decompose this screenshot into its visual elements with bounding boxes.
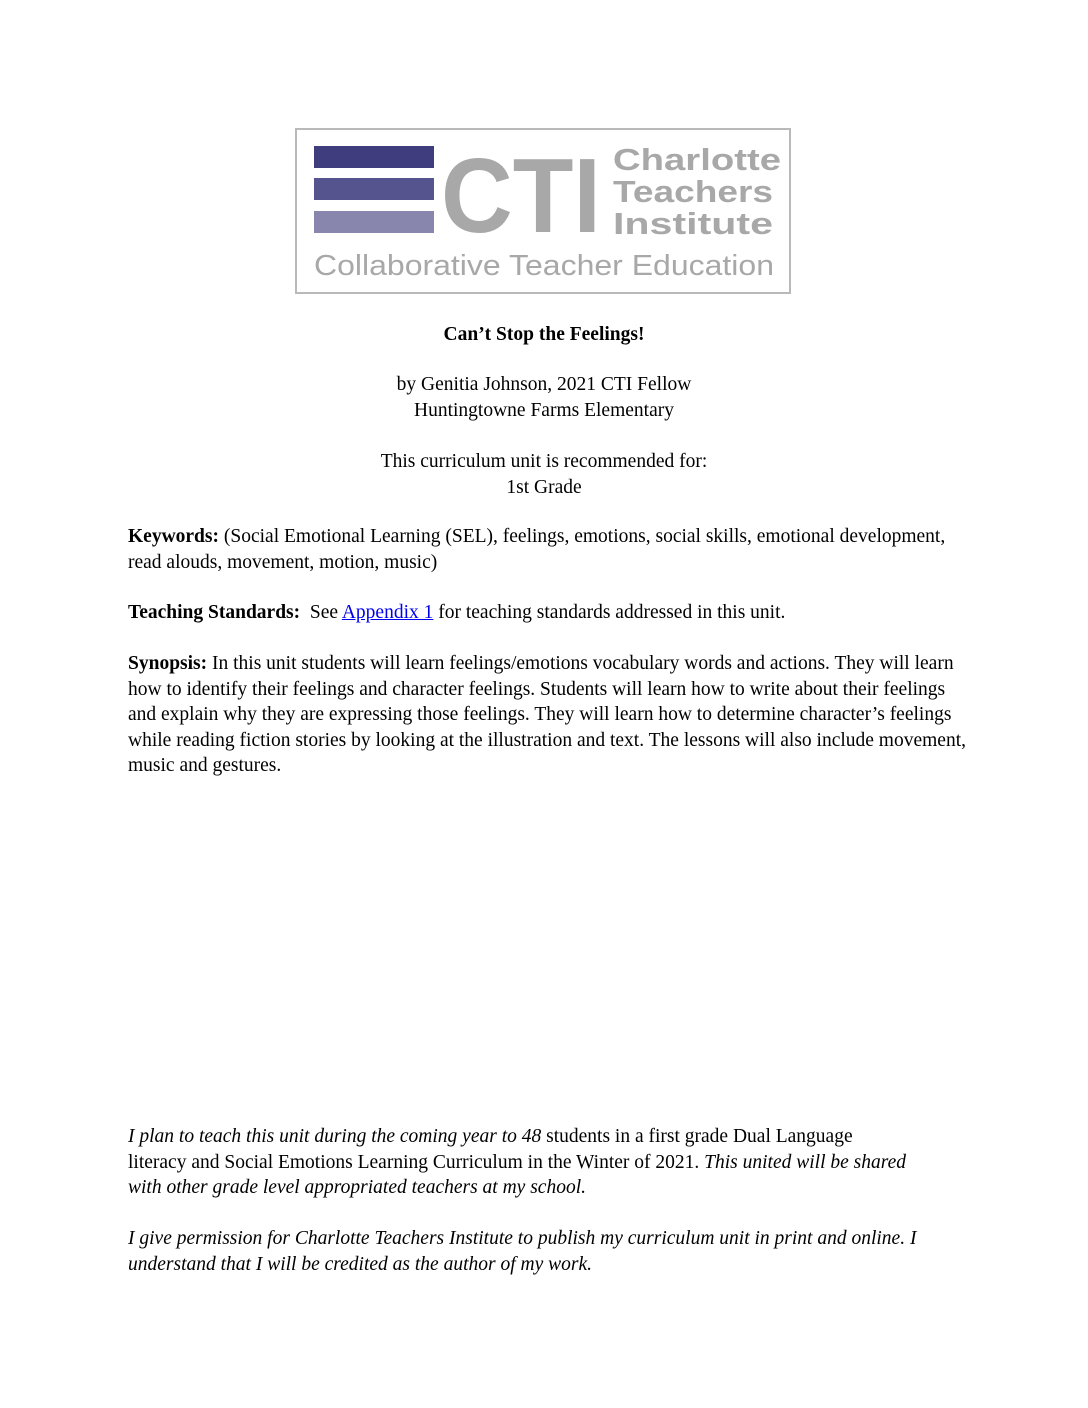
- recommend-label: This curriculum unit is recommended for:: [380, 451, 708, 472]
- logo-bar-2: [314, 178, 434, 200]
- author-block: [0, 372, 1088, 424]
- logo-name-line-3: Institute: [613, 206, 773, 241]
- unit-title-text: Can’t Stop the Feelings!: [443, 324, 645, 345]
- logo-name-line-1: Charlotte: [613, 142, 781, 177]
- keywords-text: (Social Emotional Learning (SEL), feelings, emotions, social skills, emotional development, read alouds, movement, motion, music): [128, 526, 946, 573]
- permission-text: I give permission for Charlotte Teachers Institute to publish my curriculum unit in print and online. I understand that I will be credited as the author of my work.: [128, 1228, 917, 1275]
- standards-pre: See: [300, 602, 342, 623]
- grade-level: 1st Grade: [506, 477, 582, 498]
- plan-italic-1: I plan to teach this unit during the coming year to 48: [128, 1126, 542, 1147]
- byline: by Genitia Johnson, 2021 CTI Fellow: [396, 374, 692, 395]
- keywords-label: Keywords:: [128, 526, 219, 547]
- recommendation-block: [0, 449, 1088, 501]
- keywords-paragraph: [128, 524, 978, 575]
- synopsis-paragraph: [128, 651, 978, 779]
- logo-bar-3: [314, 211, 434, 233]
- appendix-1-link[interactable]: Appendix 1: [341, 602, 434, 623]
- teaching-standards-paragraph: [128, 600, 978, 626]
- standards-label: Teaching Standards:: [128, 602, 301, 623]
- plan-normal: students in a first grade Dual Language literacy and Social Emotions Learning Curriculum in the Winter of 2021.: [128, 1126, 853, 1173]
- cti-logo: [295, 128, 791, 294]
- permission-paragraph: [128, 1226, 928, 1277]
- school-name: Huntingtowne Farms Elementary: [414, 400, 674, 421]
- standards-post: for teaching standards addressed in this unit.: [433, 602, 786, 623]
- synopsis-label: Synopsis:: [128, 653, 208, 674]
- unit-title: [0, 322, 1088, 348]
- synopsis-text: In this unit students will learn feelings/emotions vocabulary words and actions. They will learn how to identify their feelings and character feelings. Students will learn how to write about their feelings and explain why they are expressing those feelings. They will learn how to determine character’s feelings while reading fiction stories by looking at the illustration and text. The lessons will also include movement, music and gestures.: [128, 653, 966, 777]
- logo-tagline: Collaborative Teacher Education: [314, 250, 774, 282]
- logo-mark: CTI: [441, 137, 601, 255]
- plan-italic-2: This united will be shared with other grade level appropriated teachers at my school.: [128, 1151, 907, 1199]
- logo-name-line-2: Teachers: [613, 174, 773, 209]
- plan-paragraph: [128, 1124, 908, 1201]
- cti-logo-graphic: [297, 130, 789, 292]
- logo-bar-1: [314, 146, 434, 168]
